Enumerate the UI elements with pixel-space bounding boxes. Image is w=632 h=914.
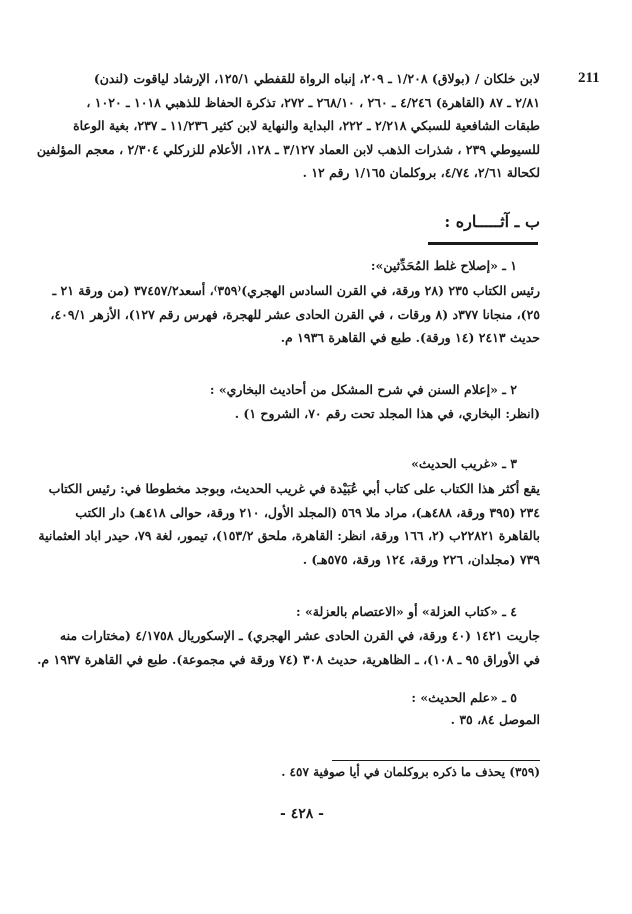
item-heading: ٢ ـ «إعلام السنن في شرح المشكل من أحاديث البخاري» : [209,382,517,397]
text-line: يقع أكثر هذا الكتاب على كتاب أبي عُبَيْدة في غريب الحديث، وبوجد مخطوطا في: رئيس الكتاب [48,481,540,496]
text-line: لكحالة ٢/٦١، ٤/٧٤، بروكلمان ١/١٦٥ رقم ١٢ . [302,165,540,180]
text-line: طبقات الشافعية للسبكي ٢/٢١٨ ـ ٢٢٢، البداية والنهاية لابن كثير ١١/٢٣٦ ـ ٢٣٧، بغية الوعاة [73,118,540,133]
text-line: رئيس الكتاب ٢٣٥ (٢٨ ورقة، في القرن السادس الهجري)⁽٣٥٩⁾، أسعد٣٧٤٥٧/٢ (من ورقة ٢١ ـ [52,283,540,298]
text-line: حديث ٢٤١٣ (١٤ ورقة). طبع في القاهرة ١٩٣٦ م. [280,330,540,345]
footnote-divider [332,760,540,761]
text-line: الموصل ٨٤، ٣٥ . [450,712,540,727]
section-underline [428,242,538,245]
intro-paragraph [36,67,540,185]
text-line: (انظر: البخاري، في هذا المجلد تحت رقم ٧٠، الشروح ١) . [234,406,540,421]
item-heading: ٥ ـ «علم الحديث» : [411,690,517,705]
text-line: ٢٣٤ (٣٩٥ ورقة، ٤٨٨هـ)، مراد ملا ٥٦٩ (المجلد الأول، ٢١٠ ورقة، حوالى ٤١٨هـ) دار الكتب [75,504,540,520]
page-footer-number: - ٤٢٨ - [280,806,324,822]
text-line: ٧٣٩ (مجلدان، ٢٢٦ ورقة، ١٢٤ ورقة، ٥٧٥هـ) . [302,551,540,567]
page-number: 211 [578,70,600,86]
item-heading: ٣ ـ «غريب الحديث» [411,456,517,471]
section-title: ب ـ آثـــــاره : [444,212,540,231]
item-heading: ٤ ـ «كتاب العزلة» أو «الاعتصام بالعزلة» : [296,604,517,619]
text-line: بالقاهرة ٢٢٨٢١ب (٢، ١٦٦ ورقة، انظر: القاهرة، ملحق ١٥٣/٢)، تيمور، لغة ٧٩، حيدر اباد العثمانية [38,528,540,543]
footnote: (٣٥٩) يحذف ما ذكره بروكلمان في أيا صوفية ٤٥٧ . [281,765,540,779]
text-line: للسيوطي ٢٣٩ ، شذرات الذهب لابن العماد ٣/١٢٧ ـ ١٢٨، الأعلام للزركلي ٢/٣٠٤ ، معجم المؤلفين [36,141,540,157]
text-line: لابن خلكان / (بولاق) ١/٢٠٨ ـ ٢٠٩، إنباه الرواة للقفطي ١٢٥/١، الإرشاد لياقوت (لندن) [93,71,540,86]
text-line: في الأوراق ٩٥ ـ ١٠٨)، ـ الظاهرية، حديث ٣٠٨ (٧٤ ورقة في مجموعة). طبع في القاهرة ١٩٣٧ م. [37,651,540,667]
item-body [38,477,540,571]
item-body [70,402,540,426]
item-body [37,624,540,671]
item-body [50,279,540,350]
item-heading: ١ ـ «إصلاح غلط المُحَدِّثين»: [370,258,517,273]
text-line: جاريت ١٤٢١ (٤٠ ورقة، في القرن الحادى عشر الهجري) ـ الإسكوريال ٤/١٧٥٨ (مختارات منه [59,628,540,643]
text-line: ٢٥)، منجانا ٣٧٧د (٨ ورقات ، في القرن الحادى عشر للهجرة، فهرس رقم ١٢٧)، الأزهر ٤٠٩/١، [50,306,540,322]
text-line: ٢/٨١ ـ ٨٧ (القاهرة) ٤/٢٤٦ ـ ٢٦٠ ، ٢٦٨/١٠ ـ ٢٧٢، تذكرة الحفاظ للذهبي ١٠١٨ ـ ١٠٢٠ ، [86,94,540,110]
item-body [70,708,540,732]
